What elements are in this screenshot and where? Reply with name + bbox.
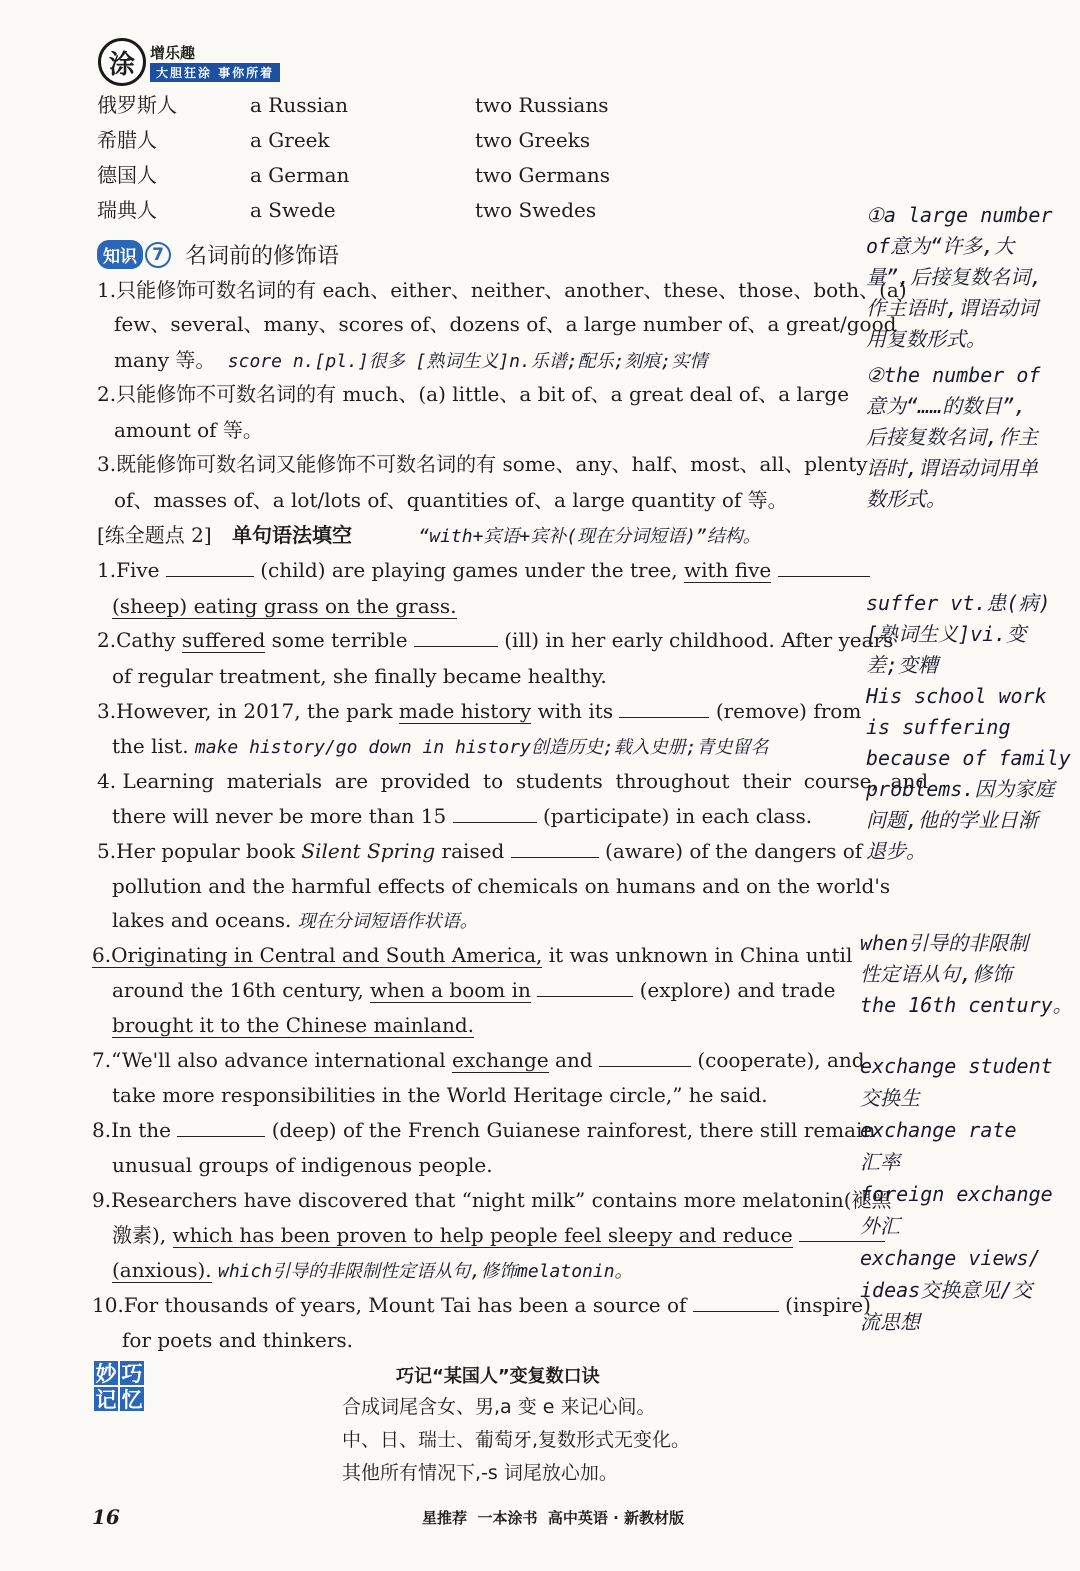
note-line: of意为“许多,大: [866, 234, 1015, 258]
q-text: (explore) and trade: [639, 978, 836, 1002]
q-text: with its: [537, 699, 614, 723]
brand-name: 增乐趣: [150, 44, 196, 62]
q-text: it was unknown in China until: [548, 943, 853, 967]
note-line: 外汇: [860, 1214, 900, 1238]
table-cell: 瑞典人: [97, 198, 157, 222]
note-line: exchange student: [860, 1054, 1053, 1078]
question-9: 9.Researchers have discovered that “night milk” contains more melatonin(褪黑: [92, 1188, 892, 1212]
side-note-5: [860, 1050, 1053, 1338]
q-underlined: with five: [683, 558, 772, 582]
q-line: take more responsibilities in the World Heritage circle,” he said.: [112, 1083, 768, 1107]
mnemonic-char: 记: [95, 1388, 117, 1412]
note-line: 退步。: [866, 839, 926, 863]
practice-tag: [练全题点 2]: [97, 523, 212, 547]
mnemonic-line: 合成词尾含女、男,a 变 e 来记心间。: [342, 1396, 656, 1418]
question-6: [92, 943, 852, 967]
q-line: [112, 908, 478, 934]
handwritten-note: “with+宾语+宾补(现在分词短语)”结构。: [418, 526, 761, 547]
mnemonic-char: 妙: [95, 1362, 117, 1386]
rule-line: [114, 348, 707, 374]
note-line: His school work: [866, 684, 1047, 708]
q-text: (aware) of the dangers of: [605, 839, 863, 863]
handwritten-note: 现在分词短语作状语。: [297, 911, 478, 932]
note-line: exchange views/: [860, 1246, 1041, 1270]
q-text: (cooperate), and: [697, 1048, 865, 1072]
note-line: 流思想: [860, 1310, 920, 1334]
note-line: 作主语时,谓语动词: [866, 296, 1039, 320]
q-text: 7.“We'll also advance international: [92, 1048, 446, 1072]
brand-slogan: 大胆狂涂 事你所着: [150, 63, 280, 82]
q-text: (child) are playing games under the tree,: [260, 558, 678, 582]
q-line: [112, 804, 812, 828]
note-line: 语时,谓语动词用单: [866, 456, 1039, 480]
rule-line: 1.只能修饰可数名词的有 each、either、neither、another、these、those、both、(a): [97, 278, 907, 302]
question-7: [92, 1048, 865, 1072]
rule-line: of、masses of、a lot/lots of、quantities of、a large quantity of 等。: [114, 488, 788, 512]
table-cell: 希腊人: [97, 128, 157, 152]
q-line: [112, 1223, 885, 1247]
header-logo: [98, 38, 280, 86]
rule-line: few、several、many、scores of、dozens of、a large number of、a great/good: [114, 312, 897, 336]
q-underlined: (anxious).: [112, 1258, 212, 1282]
table-cell: two Greeks: [475, 128, 591, 152]
answer-blank[interactable]: [511, 839, 599, 858]
q-underlined: exchange: [452, 1048, 549, 1072]
q-underlined: 6.Originating in Central and South America,: [92, 943, 543, 967]
q-text: (participate) in each class.: [542, 804, 813, 828]
note-line: 意为“……的数目”,: [866, 394, 1027, 418]
q-text: there will never be more than 15: [112, 804, 447, 828]
question-4: 4. Learning materials are provided to students throughout their course, and: [97, 769, 929, 793]
knowledge-number: 7: [145, 242, 171, 268]
handwritten-note: score n.[pl.]很多 [熟词生义]n.乐谱;配乐;刻痕;实情: [227, 351, 708, 372]
q-text: (inspire): [785, 1293, 871, 1317]
q-line: unusual groups of indigenous people.: [112, 1153, 493, 1177]
q-text: 3.However, in 2017, the park: [97, 699, 393, 723]
rule-text: many 等。: [114, 348, 216, 372]
side-note-4: [860, 928, 1073, 1021]
q-text: 5.Her popular book: [97, 839, 296, 863]
answer-blank[interactable]: [599, 1048, 691, 1067]
table-cell: two Russians: [475, 93, 609, 117]
table-cell: two Germans: [475, 163, 610, 187]
question-3: [97, 699, 861, 723]
question-10: [92, 1293, 871, 1317]
note-line: suffer vt.患(病): [866, 591, 1051, 615]
mnemonic-badge: [93, 1360, 149, 1412]
question-1: [97, 558, 870, 582]
note-line: the 16th century。: [860, 993, 1073, 1017]
table-cell: a Swede: [250, 198, 336, 222]
handwritten-note: make history/go down in history创造历史;载入史册;青史留名: [194, 737, 769, 758]
q-text: the list.: [112, 734, 189, 758]
practice-title: 单句语法填空: [232, 523, 353, 547]
q-underlined: when a boom in: [370, 978, 531, 1002]
q-line: [112, 978, 835, 1002]
knowledge-badge: 知识: [97, 240, 143, 269]
mnemonic-line: 中、日、瑞士、葡萄牙,复数形式无变化。: [342, 1429, 691, 1451]
note-line: 用复数形式。: [866, 327, 986, 351]
note-line: 量”,后接复数名词,: [866, 265, 1043, 289]
note-line: [熟词生义]vi.变: [866, 622, 1027, 646]
note-line: 汇率: [860, 1150, 900, 1174]
table-cell: 德国人: [97, 163, 157, 187]
section-title: 名词前的修饰语: [185, 244, 340, 269]
note-line: 数形式。: [866, 487, 946, 511]
page-number: 16: [92, 1505, 120, 1529]
side-note-2: [866, 360, 1040, 515]
note-line: 问题,他的学业日渐: [866, 808, 1039, 832]
table-cell: a German: [250, 163, 350, 187]
note-line: exchange rate: [860, 1118, 1017, 1142]
side-note-3: [866, 588, 1071, 867]
question-5: [97, 839, 862, 863]
question-8: [92, 1118, 875, 1142]
footer-text: 星推荐 一本涂书 高中英语 · 新教材版: [422, 1509, 685, 1527]
q-underlined: made history: [398, 699, 532, 723]
note-line: 差;变糟: [866, 653, 939, 677]
logo-mark: 涂: [98, 38, 146, 86]
q-text: 8.In the: [92, 1118, 171, 1142]
handwritten-note: which引导的非限制性定语从句,修饰melatonin。: [218, 1261, 633, 1282]
answer-blank[interactable]: [453, 804, 537, 823]
answer-blank[interactable]: [619, 699, 709, 718]
section-heading: [97, 239, 339, 270]
mnemonic-title: 巧记“某国人”变复数口诀: [396, 1366, 600, 1387]
q-line: of regular treatment, she finally became healthy.: [112, 664, 607, 688]
note-line: when引导的非限制: [860, 931, 1029, 955]
q-text: (remove) from: [715, 699, 862, 723]
answer-blank[interactable]: [177, 1118, 265, 1137]
cn-cell: 俄罗斯人: [97, 93, 177, 117]
rule-line: amount of 等。: [114, 418, 263, 442]
note-line: 交换生: [860, 1086, 920, 1110]
q-underlined: suffered: [181, 628, 266, 652]
rule-line: 3.既能修饰可数名词又能修饰不可数名词的有 some、any、half、most、all、plenty: [97, 452, 868, 476]
note-line: is suffering: [866, 715, 1011, 739]
note-line: foreign exchange: [860, 1182, 1053, 1206]
note-line: ②the number of: [866, 363, 1041, 387]
note-line: ①a large number: [866, 203, 1053, 227]
table-row: [97, 93, 177, 117]
mnemonic-char: 忆: [121, 1388, 143, 1412]
q-text: (deep) of the French Guianese rainforest, there still remain: [271, 1118, 876, 1142]
q-text: 2.Cathy: [97, 628, 176, 652]
q-line: brought it to the Chinese mainland.: [112, 1013, 474, 1037]
book-title: Silent Spring: [301, 839, 436, 863]
q-line: pollution and the harmful effects of chemicals on humans and on the world's: [112, 874, 891, 898]
q-text: lakes and oceans.: [112, 908, 292, 932]
answer-blank[interactable]: [537, 978, 633, 997]
table-cell: two Swedes: [475, 198, 597, 222]
q-text: and: [555, 1048, 593, 1072]
answer-blank[interactable]: [778, 558, 870, 577]
q-line: for poets and thinkers.: [122, 1328, 353, 1352]
q-text: raised: [441, 839, 505, 863]
q-text: 激素),: [112, 1223, 167, 1247]
q-text: 10.For thousands of years, Mount Tai has been a source of: [92, 1293, 687, 1317]
answer-blank[interactable]: [166, 558, 254, 577]
answer-blank[interactable]: [693, 1293, 779, 1312]
q-line: [112, 1258, 633, 1284]
q-text: around the 16th century,: [112, 978, 364, 1002]
table-cell: a Greek: [250, 128, 330, 152]
rule-line: 2.只能修饰不可数名词的有 much、(a) little、a bit of、a great deal of、a large: [97, 382, 850, 406]
practice-header: [97, 523, 761, 549]
answer-blank[interactable]: [414, 628, 498, 647]
q-text: some terrible: [271, 628, 408, 652]
note-line: 后接复数名词,作主: [866, 425, 1039, 449]
q-text: (ill) in her early childhood. After years: [504, 628, 894, 652]
note-line: 性定语从句,修饰: [860, 962, 1013, 986]
q-underlined: which has been proven to help people feel sleepy and reduce: [172, 1223, 793, 1247]
note-line: problems.因为家庭: [866, 777, 1055, 801]
side-note-1: [866, 200, 1053, 355]
q-text: 1.Five: [97, 558, 160, 582]
q-line: (sheep) eating grass on the grass.: [112, 594, 457, 618]
note-line: ideas交换意见/交: [860, 1278, 1033, 1302]
note-line: because of family: [866, 746, 1071, 770]
question-2: [97, 628, 893, 652]
table-cell: a Russian: [250, 93, 348, 117]
mnemonic-line: 其他所有情况下,-s 词尾放心加。: [342, 1462, 618, 1484]
q-line: [112, 734, 769, 760]
mnemonic-char: 巧: [121, 1362, 143, 1386]
